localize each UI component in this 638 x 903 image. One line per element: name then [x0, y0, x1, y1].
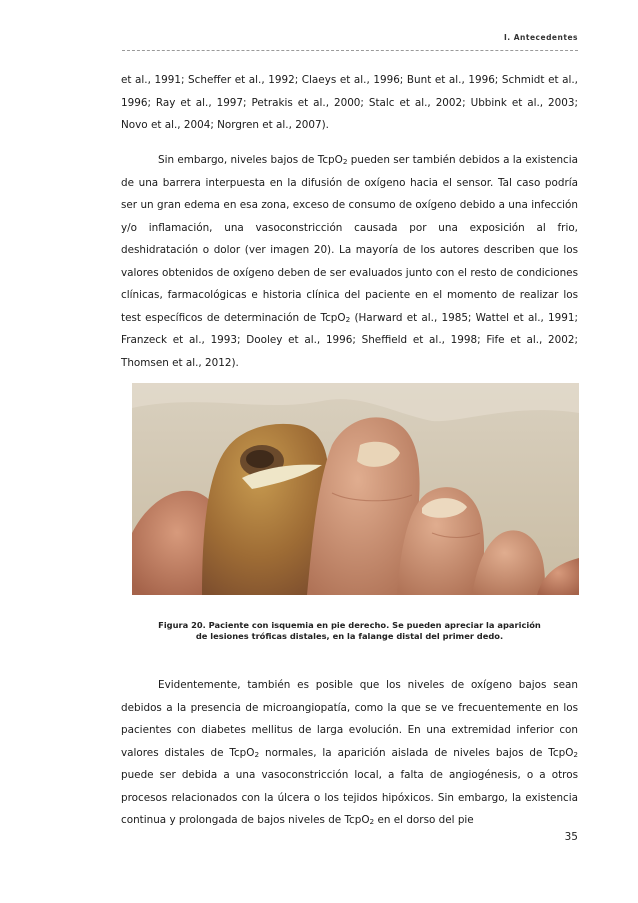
figure-photo-foot-ischemia	[132, 383, 579, 595]
subscript: 2	[254, 749, 260, 759]
text-run: Sin embargo, niveles bajos de TcpO	[158, 154, 343, 166]
subscript: 2	[345, 314, 351, 324]
caption-line-1: Figura 20. Paciente con isquemia en pie derecho. Se pueden apreciar la aparición	[158, 620, 541, 630]
text-run: et al., 1991; Scheffer et al., 1992; Claeys et al., 1996; Bunt et al., 1996; Schmidt et al., 1996; Ray et al., 1997; Petrakis et al., 2000; Stalc et al., 2002; Ubbink et al., 2003; Novo et al., 2004; Norgren et al., 2007).	[121, 74, 578, 131]
body-paragraph-3	[121, 674, 578, 832]
running-header	[122, 33, 578, 55]
body-paragraph-1	[121, 69, 578, 137]
text-run: en el dorso del pie	[374, 814, 474, 826]
figure-caption	[121, 620, 578, 642]
caption-line-2: de lesiones tróficas distales, en la falange distal del primer dedo.	[195, 631, 504, 641]
foot-photo	[132, 383, 579, 595]
text-run: Evidentemente, también es posible que los niveles de oxígeno bajos sean debidos a la presencia de microangiopatía, como la que se ve frecuentemente en los pacientes con diabetes mellitus de larga evolución. En una extremidad inferior con valores distales de TcpO	[121, 679, 578, 759]
subscript: 2	[342, 157, 348, 166]
header-divider	[122, 50, 578, 51]
body-paragraph-2	[121, 149, 578, 374]
page-number: 35	[564, 831, 578, 843]
subscript: 2	[573, 749, 578, 759]
text-run: normales, la aparición aislada de niveles bajos de TcpO	[259, 746, 574, 759]
subscript: 2	[369, 817, 375, 826]
text-run: puede ser debida a una vasoconstricción local, a falta de angiogénesis, o a otros procesos relacionados con la úlcera o los tejidos hipóxicos. Sin embargo, la existencia continua y prolongada de bajos niveles de TcpO	[121, 769, 578, 826]
text-run: (Harward et al., 1985; Wattel et al., 1991; Franzeck et al., 1993; Dooley et al., 1996; Sheffield et al., 1998; Fife et al., 2002; Thomsen et al., 2012).	[121, 311, 578, 369]
text-run: pueden ser también debidos a la existencia de una barrera interpuesta en la difusión de oxígeno hacia el sensor. Tal caso podría ser un gran edema en esa zona, exceso de consumo de oxígeno debido a una infección y/o inflamación, una vasoconstricción causada por una exposición al frio, deshidratación o dolor (ver imagen 20). La mayoría de los autores describen que los valores obtenidos de oxígeno deben de ser evaluados junto con el resto de condiciones clínicas, farmacológicas e historia clínica del paciente en el momento de realizar los test específicos de determinación de TcpO	[121, 154, 578, 324]
section-title: I. Antecedentes	[503, 33, 578, 42]
